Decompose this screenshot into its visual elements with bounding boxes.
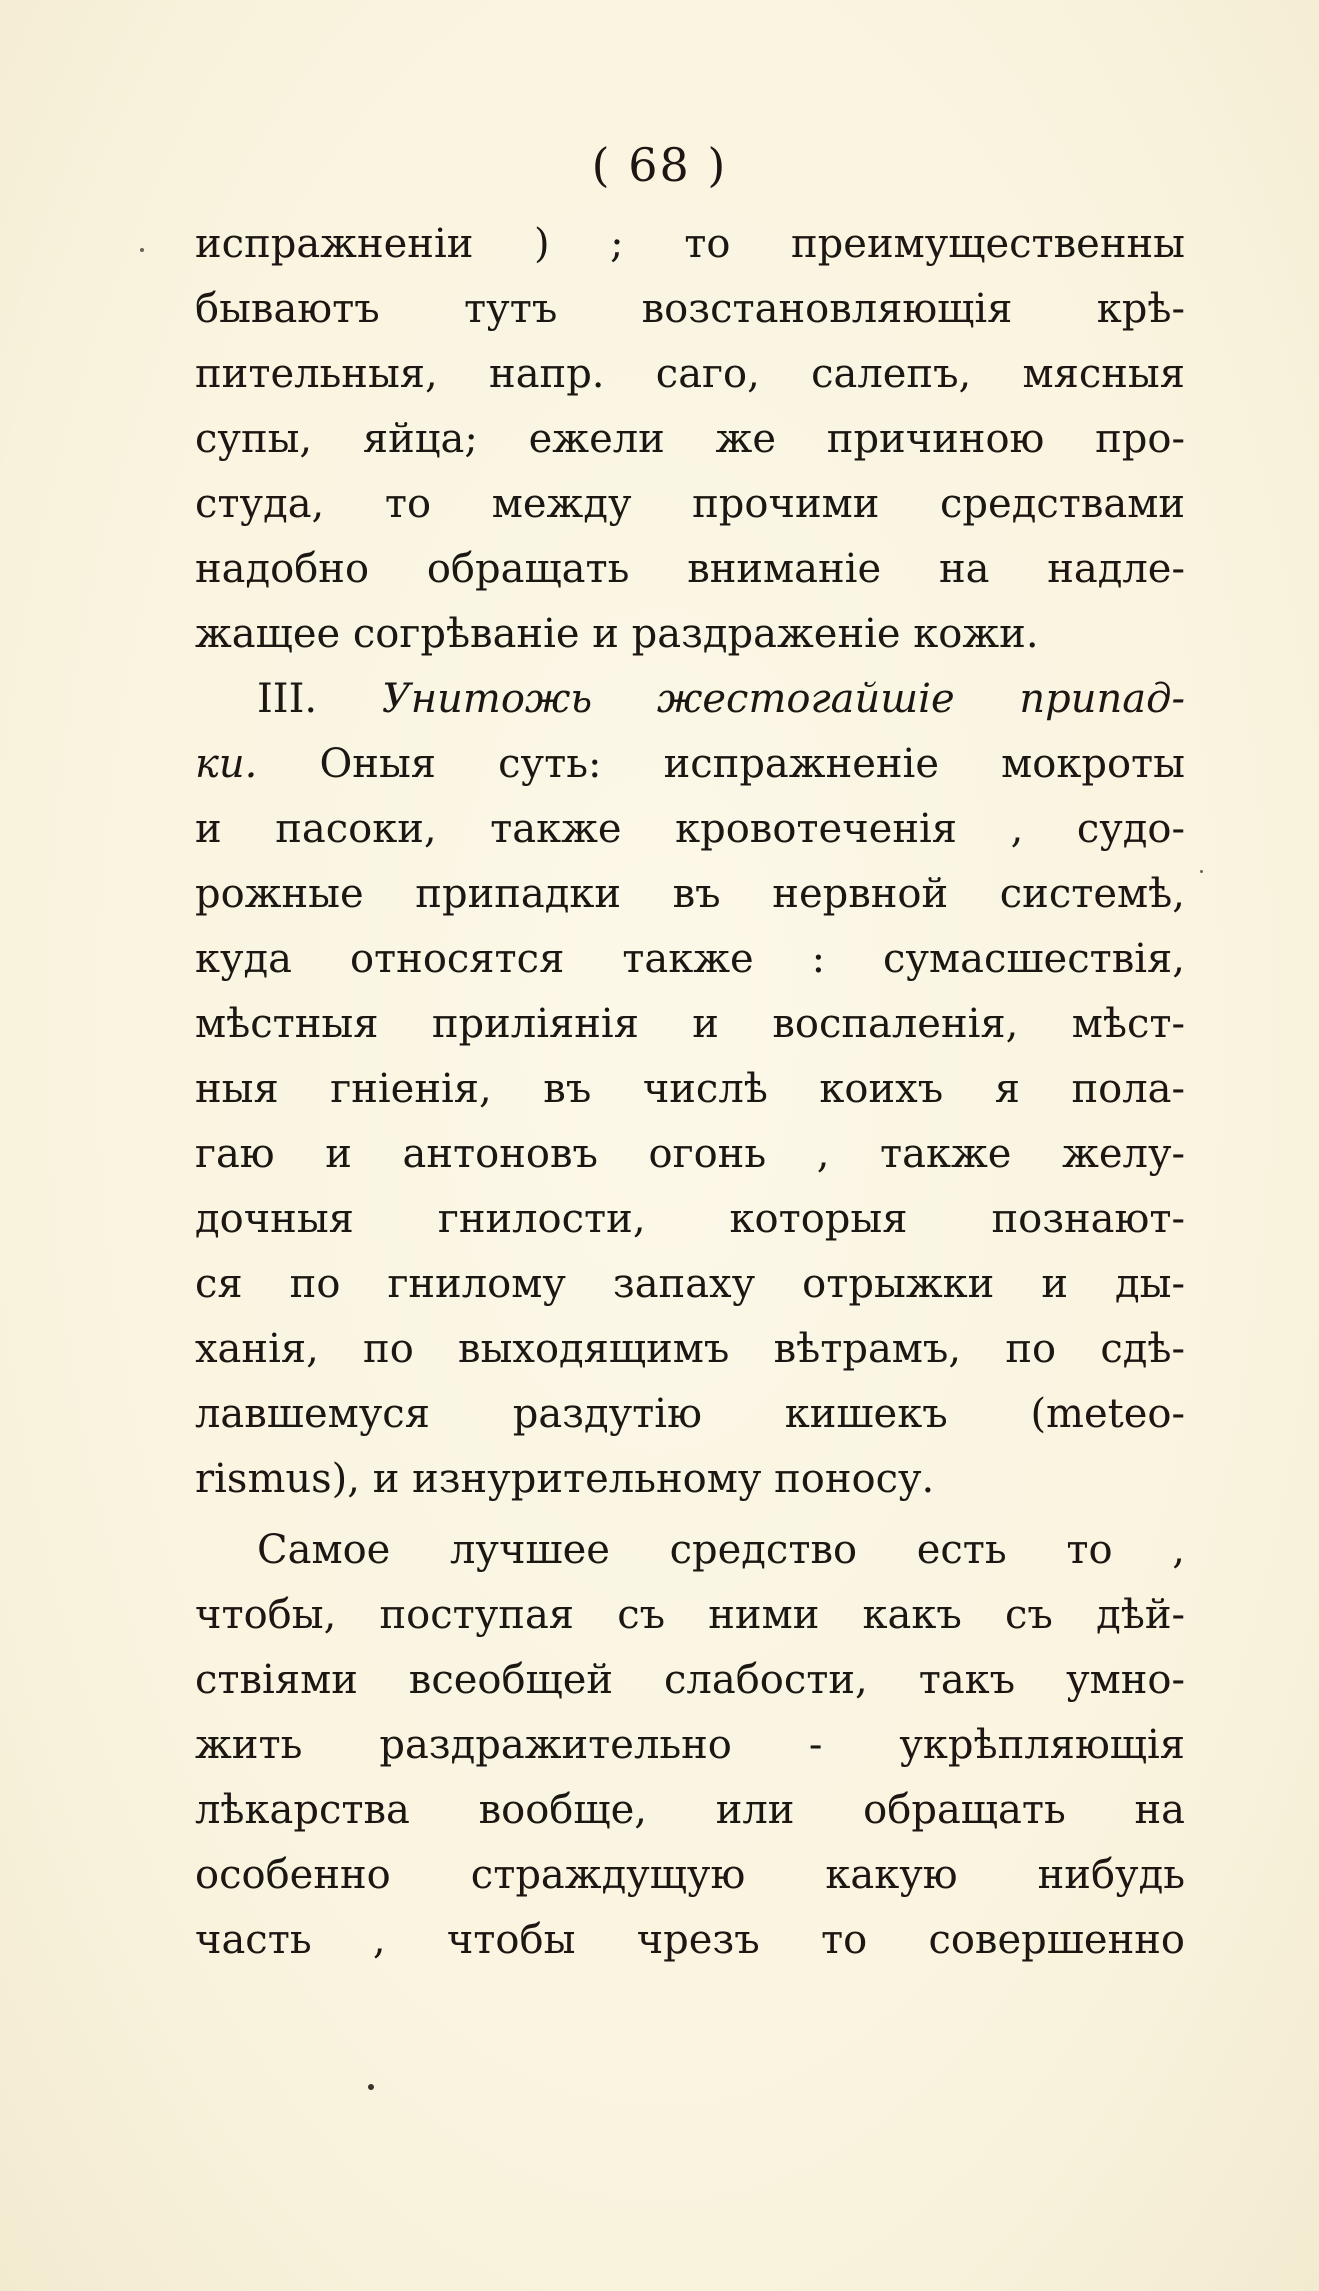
text-line: ханiя, по выходящимъ вѣтрамъ, по сдѣ- (195, 1326, 1185, 1372)
text-line: рожные припадки въ нервной системѣ, (195, 871, 1185, 917)
text-line: куда относятся также : сумасшествiя, (195, 936, 1185, 982)
text-line: лѣкарства вообще, или обращать на (195, 1787, 1185, 1833)
text-line: особенно страждущую какую нибудь (195, 1852, 1185, 1898)
section-title: Унитожь жестогайшiе припад- (381, 676, 1185, 722)
text-line: мѣстныя прилiянiя и воспаленiя, мѣст- (195, 1001, 1185, 1047)
ink-speck (368, 2084, 374, 2090)
text-line: жащее согрѣванiе и раздраженiе кожи. (195, 611, 1039, 657)
text-line: rismus), и изнурительному поносу. (195, 1456, 935, 1502)
text-line: надобно обращать вниманiе на надле- (195, 546, 1185, 592)
text-line: ся по гнилому запаху отрыжки и ды- (195, 1261, 1185, 1307)
text-line: лавшемуся раздутiю кишекъ (meteo- (195, 1391, 1185, 1437)
text-line: чтобы, поступая съ ними какъ съ дѣй- (195, 1592, 1185, 1638)
text-line: дочныя гнилости, которыя познают- (195, 1196, 1185, 1242)
text-line: и пасоки, также кровотеченiя , судо- (195, 806, 1185, 852)
page-number: ( 68 ) (591, 138, 728, 192)
ink-speck (1200, 870, 1203, 873)
text-line: гаю и антоновъ огонь , также желу- (195, 1131, 1185, 1177)
section-number: III. (257, 676, 318, 722)
section-title-end: ки. (195, 741, 258, 787)
section-heading-line (195, 667, 1185, 732)
ink-speck (140, 248, 144, 252)
text-line: ствiями всеобщей слабости, такъ умно- (195, 1657, 1185, 1703)
text-line: жить раздражительно - укрѣпляющiя (195, 1722, 1185, 1768)
text-line: бываютъ тутъ возстановляющiя крѣ- (195, 286, 1185, 332)
text-line: часть , чтобы чрезъ то совершенно (195, 1917, 1185, 1963)
text-line: ныя гнiенiя, въ числѣ коихъ я пола- (195, 1066, 1185, 1112)
text-line: пительныя, напр. саго, салепъ, мясныя (195, 351, 1185, 397)
paragraph-start-line: Самое лучшее средство есть то , (257, 1527, 1185, 1573)
text-line: испражненiи ) ; то преимущественны (195, 221, 1185, 267)
text-line: ки. Оныя суть: испражненiе мокроты (195, 741, 1185, 787)
text-line: студа, то между прочими средствами (195, 481, 1185, 527)
body-text (195, 212, 1185, 1973)
text-line: супы, яйца; ежели же причиною про- (195, 416, 1185, 462)
